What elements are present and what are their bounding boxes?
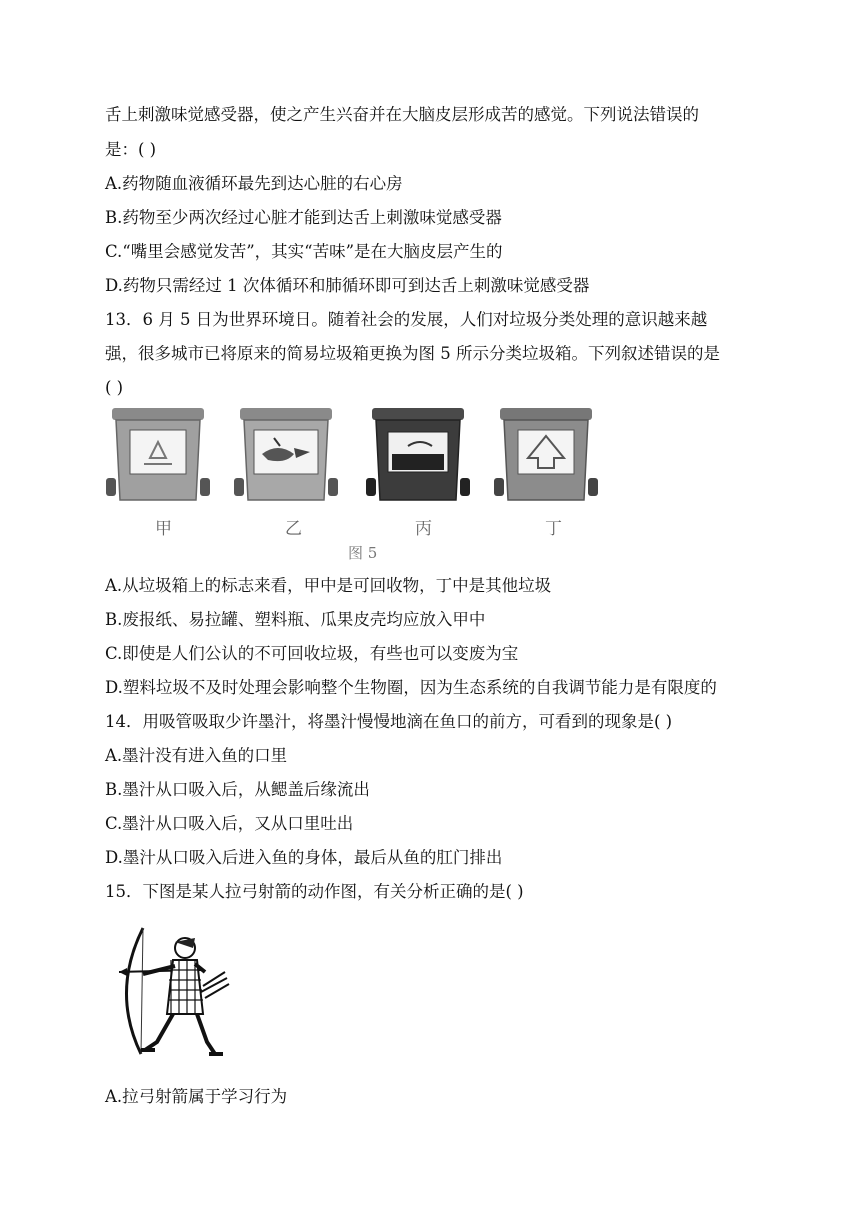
q13-option-a: A.从垃圾箱上的标志来看，甲中是可回收物，丁中是其他垃圾 — [105, 576, 552, 595]
q14-stem: 14．用吸管吸取少许墨汁，将墨汁慢慢地滴在鱼口的前方，可看到的现象是( ) — [105, 712, 673, 731]
q15-option-a: A.拉弓射箭属于学习行为 — [105, 1087, 288, 1106]
archer-drawing-icon — [115, 922, 235, 1062]
bin-label-ding: 丁 — [545, 519, 562, 539]
q14-option-b: B.墨汁从口吸入后，从鳃盖后缘流出 — [105, 780, 370, 799]
bin-label-yi: 乙 — [285, 519, 302, 539]
bin-label-bing: 丙 — [415, 519, 432, 539]
q12-text-end: 是：( ) — [105, 140, 157, 159]
q14-option-c: C.墨汁从口吸入后，又从口里吐出 — [105, 814, 354, 833]
q13-option-d: D.塑料垃圾不及时处理会影响整个生物圈，因为生态系统的自我调节能力是有限度的 — [105, 678, 717, 697]
q13-stem-line2: 强，很多城市已将原来的简易垃圾箱更换为图 5 所示分类垃圾箱。下列叙述错误的是 — [105, 344, 720, 363]
q14-option-a: A.墨汁没有进入鱼的口里 — [105, 746, 288, 765]
bin-ding-other-icon — [494, 408, 598, 500]
q14-option-d: D.墨汁从口吸入后进入鱼的身体，最后从鱼的肛门排出 — [105, 848, 503, 867]
q12-option-d: D.药物只需经过 1 次体循环和肺循环即可到达舌上刺激味觉感受器 — [105, 276, 590, 295]
q12-text-cont: 舌上刺激味觉感受器，使之产生兴奋并在大脑皮层形成苦的感觉。下列说法错误的 — [105, 105, 699, 124]
bin-jia-recycle-icon — [106, 408, 210, 500]
q15-stem: 15．下图是某人拉弓射箭的动作图，有关分析正确的是( ) — [105, 882, 524, 901]
q12-option-c: C.“嘴里会感觉发苦”，其实“苦味”是在大脑皮层产生的 — [105, 242, 503, 261]
q13-option-b: B.废报纸、易拉罐、塑料瓶、瓜果皮壳均应放入甲中 — [105, 610, 486, 629]
bin-yi-kitchen-icon — [234, 408, 338, 500]
q12-option-a: A.药物随血液循环最先到达心脏的右心房 — [105, 174, 403, 193]
figure-5-garbage-bins — [100, 402, 620, 562]
bin-bing-hazardous-icon — [366, 408, 470, 500]
archer-figure — [115, 922, 235, 1062]
q13-option-c: C.即使是人们公认的不可回收垃圾，有些也可以变废为宝 — [105, 644, 519, 663]
q13-stem-line3: ( ) — [105, 378, 124, 397]
garbage-bins-illustration — [100, 402, 620, 512]
bin-label-jia: 甲 — [155, 519, 172, 539]
figure-5-caption: 图 5 — [348, 544, 378, 562]
q12-option-b: B.药物至少两次经过心脏才能到达舌上刺激味觉感受器 — [105, 208, 502, 227]
q13-stem-line1: 13．6 月 5 日为世界环境日。随着社会的发展，人们对垃圾分类处理的意识越来越 — [105, 310, 708, 329]
